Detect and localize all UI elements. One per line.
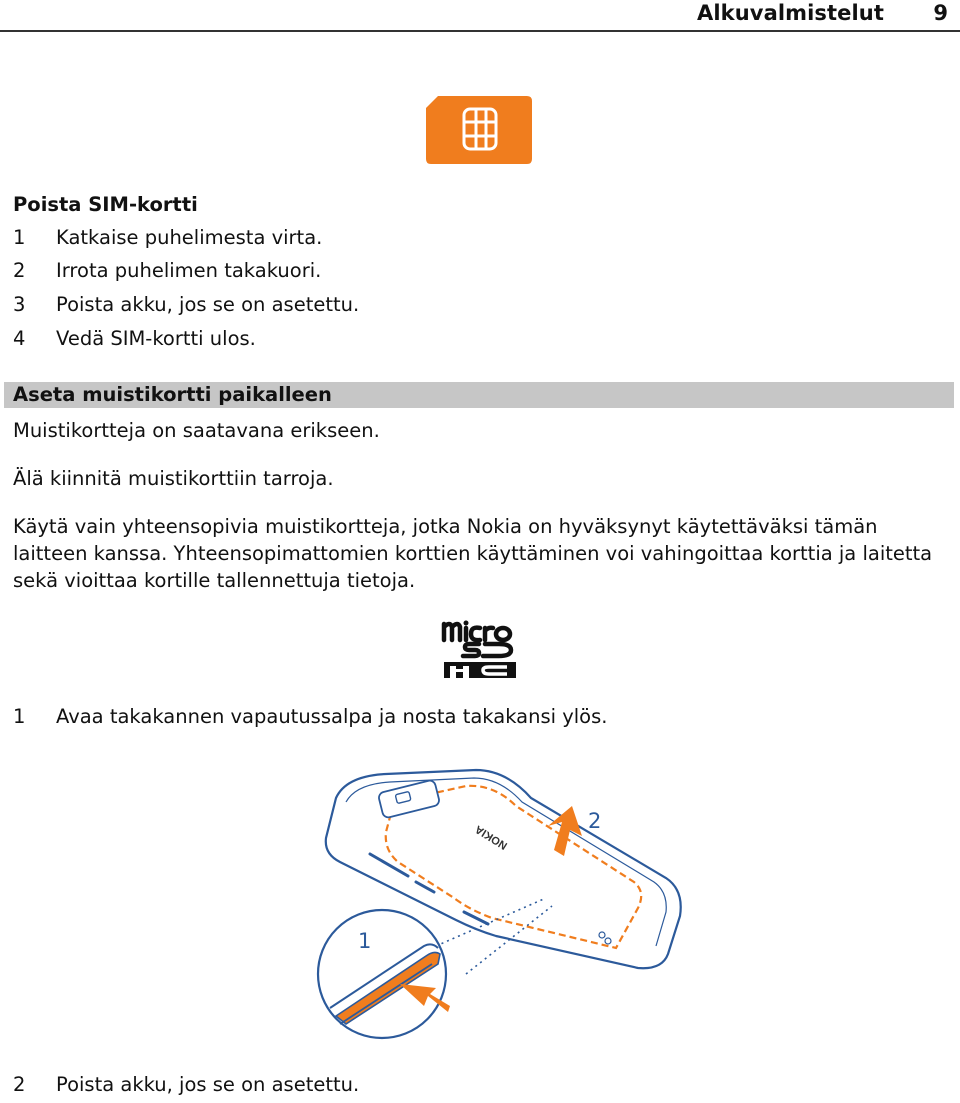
memory-card-warning-text: Älä kiinnitä muistikorttiin tarroja. — [13, 467, 334, 490]
step-number: 2 — [13, 1073, 26, 1096]
phone-back-cover-illustration — [316, 758, 686, 1040]
header-page-number: 9 — [933, 1, 948, 25]
memory-card-step-2 — [13, 1073, 359, 1096]
phone-brand-text: NOKIA — [473, 822, 510, 852]
remove-sim-step-4 — [13, 327, 256, 350]
step-text: Poista akku, jos se on asetettu. — [56, 1073, 360, 1096]
remove-sim-step-2 — [13, 259, 321, 282]
step-text: Irrota puhelimen takakuori. — [56, 259, 322, 282]
memory-card-availability-text: Muistikortteja on saatavana erikseen. — [13, 419, 380, 442]
memory-card-section-band — [4, 382, 954, 408]
step-number: 2 — [13, 259, 26, 282]
step-text: Katkaise puhelimesta virta. — [56, 226, 323, 249]
step-number: 1 — [13, 705, 26, 728]
remove-sim-step-3 — [13, 293, 359, 316]
memory-card-step-1 — [13, 705, 607, 728]
sim-card-icon — [426, 96, 532, 164]
remove-sim-step-1 — [13, 226, 322, 249]
memory-card-compatibility-text: Käytä vain yhteensopivia muistikortteja, jotka Nokia on hyväksynyt käytettäväksi tämän laitteen kanssa. Yhteensopimattomien korttien käyttäminen voi vahingoittaa korttia ja laitetta sekä vioittaa kortille tallennettuja tietoja. — [13, 515, 933, 592]
microsd-hc-logo — [441, 618, 517, 680]
callout-1-label: 1 — [358, 929, 372, 953]
page-header — [0, 0, 960, 32]
step-text: Avaa takakannen vapautussalpa ja nosta takakansi ylös. — [56, 705, 608, 728]
step-text: Poista akku, jos se on asetettu. — [56, 293, 360, 316]
step-text: Vedä SIM-kortti ulos. — [56, 327, 256, 350]
step-number: 3 — [13, 293, 26, 316]
remove-sim-title: Poista SIM-kortti — [13, 193, 198, 216]
memory-card-title: Aseta muistikortti paikalleen — [13, 383, 332, 406]
step-number: 1 — [13, 226, 26, 249]
header-section-title: Alkuvalmistelut — [697, 1, 884, 25]
callout-2-label: 2 — [588, 809, 602, 833]
step-number: 4 — [13, 327, 26, 350]
